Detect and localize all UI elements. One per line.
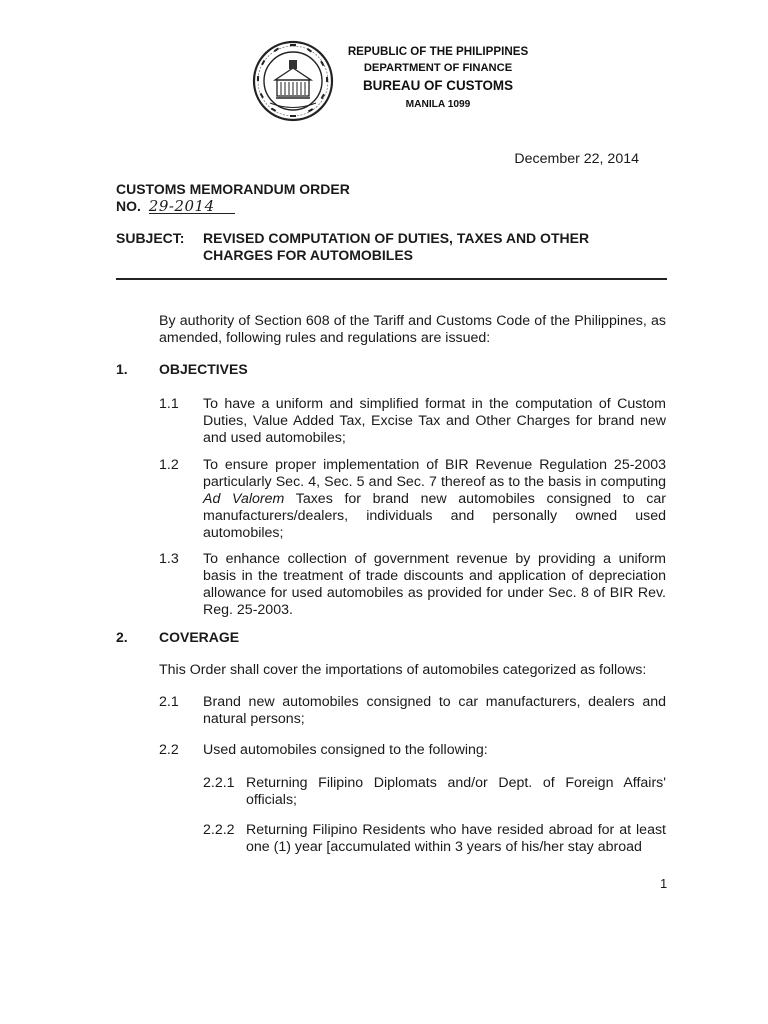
header-address: MANILA 1099 <box>405 99 471 110</box>
item-2-2-2-text: Returning Filipino Residents who have resided abroad for at least one (1) year [accumulated within 3 years of his/her stay abroad <box>246 822 666 855</box>
item-1-1-text: To have a uniform and simplified format in the computation of Custom Duties, Value Added Tax, Excise Tax and Other Charges for brand new and used automobiles; <box>203 396 666 446</box>
item-2-2-1-number: 2.2.1 <box>203 775 235 791</box>
section-2-number: 2. <box>116 629 128 645</box>
coverage-intro: This Order shall cover the importations of automobiles categorized as follows: <box>159 662 647 678</box>
item-2-2-1-text: Returning Filipino Diplomats and/or Dept. of Foreign Affairs' officials; <box>246 775 666 808</box>
section-1-title: OBJECTIVES <box>159 361 248 377</box>
intro-paragraph: By authority of Section 608 of the Tariff and Customs Code of the Philippines, as amended, following rules and regulations are issued: <box>159 313 666 346</box>
item-2-2-2-number: 2.2.2 <box>203 822 235 838</box>
divider-rule <box>116 278 667 280</box>
item-1-2-text-italic: Ad Valorem <box>203 491 285 507</box>
item-1-3-number: 1.3 <box>159 551 179 567</box>
section-2-title: COVERAGE <box>159 629 240 645</box>
item-1-2-text-part-a: To ensure proper implementation of BIR Revenue Regulation 25-2003 particularly Sec. 4, Sec. 5 and Sec. 7 thereof as to the basis in computing <box>203 457 666 490</box>
order-title: CUSTOMS MEMORANDUM ORDER <box>116 181 350 197</box>
order-number-label: NO. <box>116 198 141 214</box>
page-number: 1 <box>660 876 668 891</box>
header-republic: REPUBLIC OF THE PHILIPPINES <box>347 45 529 58</box>
order-number <box>116 198 235 214</box>
department-of-finance-seal-icon <box>252 40 334 122</box>
item-1-3-text: To enhance collection of government revenue by providing a uniform basis in the treatment of trade discounts and application of depreciation allowance for used automobiles as provided for under Sec. 8 of BIR Rev. Reg. 25-2003. <box>203 551 666 618</box>
item-2-1-text: Brand new automobiles consigned to car manufacturers, dealers and natural persons; <box>203 694 666 727</box>
order-number-value: 29-2014 <box>149 199 235 214</box>
item-1-2-text <box>203 457 666 542</box>
item-2-2-number: 2.2 <box>159 742 179 758</box>
item-2-1-number: 2.1 <box>159 694 179 710</box>
section-1-number: 1. <box>116 361 128 377</box>
memo-date: December 22, 2014 <box>514 151 639 167</box>
item-1-2-number: 1.2 <box>159 457 179 473</box>
item-1-1-number: 1.1 <box>159 396 179 412</box>
header-department: DEPARTMENT OF FINANCE <box>363 62 513 74</box>
subject-text: REVISED COMPUTATION OF DUTIES, TAXES AND OTHER CHARGES FOR AUTOMOBILES <box>203 230 590 263</box>
item-1-2-text-part-b: Taxes for brand new automobiles consigned to car manufacturers/dealers, individuals and personally owned used automobiles; <box>203 491 666 541</box>
item-2-2-text: Used automobiles consigned to the following: <box>203 742 488 758</box>
header-bureau: BUREAU OF CUSTOMS <box>362 78 514 93</box>
subject-label: SUBJECT: <box>116 230 185 246</box>
